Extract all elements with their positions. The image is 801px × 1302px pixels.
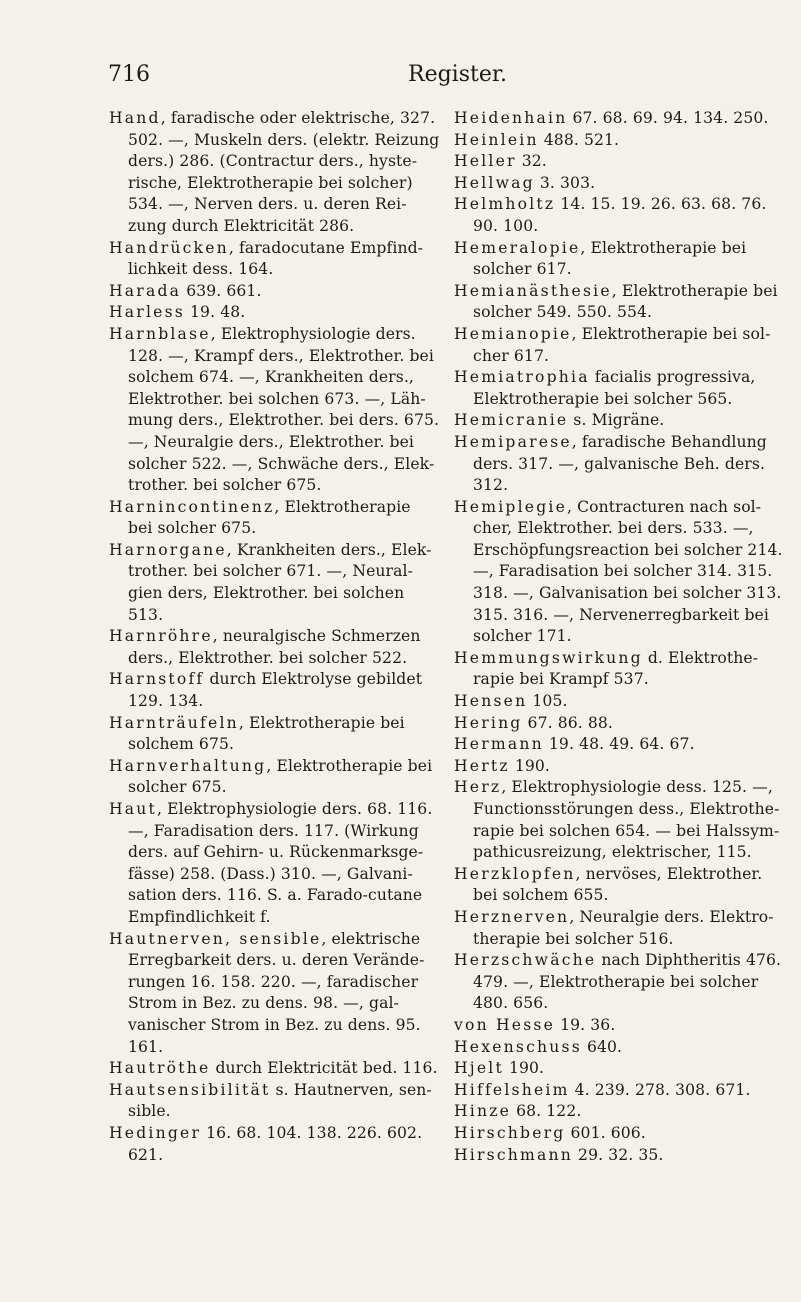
entry-continuation-line: ders. 317. —, galvanische Beh. ders.	[473, 454, 766, 473]
entry-term: Herz	[454, 778, 502, 797]
index-entry	[454, 1015, 786, 1037]
entry-term: Hautsensibilität	[109, 1080, 271, 1099]
entry-continuation-line: bei solcher 675.	[128, 519, 257, 538]
entry-continuation-line: Functionsstörungen dess., Elektrothe-	[473, 800, 780, 818]
entry-term: Hensen	[454, 692, 528, 711]
entry-text: , Elektrophysiologie dess. 125. —,	[501, 778, 773, 797]
entry-term: Hemianopie	[454, 324, 572, 343]
entry-text: , Elektrotherapie	[274, 497, 411, 516]
entry-first-line	[109, 302, 441, 324]
index-entry	[109, 799, 441, 929]
entry-term: Harnträufeln	[109, 713, 239, 732]
entry-text: , Neuralgie ders. Elektro-	[569, 907, 774, 926]
entry-continuation-line: Elektrotherapie bei solcher 565.	[473, 389, 733, 408]
entry-first-line	[454, 864, 786, 886]
index-entry	[109, 108, 441, 238]
entry-first-line	[454, 108, 786, 130]
entry-continuation-line: 128. —, Krampf ders., Elektrother. bei	[128, 346, 434, 365]
entry-continuation-line: 90. 100.	[473, 216, 539, 235]
entry-term: Hirschberg	[454, 1123, 566, 1142]
entry-term: Herzschwäche	[454, 951, 597, 970]
entry-text: , nervöses, Elektrother.	[575, 864, 763, 883]
index-entry	[109, 497, 441, 540]
entry-text: 4. 239. 278. 308. 671.	[569, 1080, 751, 1099]
entry-first-line	[109, 756, 441, 778]
entry-term: Hering	[454, 713, 523, 732]
entry-text: 190.	[503, 1059, 545, 1078]
entry-text: 29. 32. 35.	[573, 1145, 664, 1164]
entry-term: Hexenschuss	[454, 1037, 582, 1056]
entry-continuation-line: rungen 16. 158. 220. —, faradischer	[128, 972, 419, 991]
index-entry	[454, 324, 786, 367]
entry-first-line	[109, 1080, 441, 1102]
index-entry	[109, 756, 441, 799]
index-entry	[454, 864, 786, 907]
index-column-right	[454, 108, 786, 1166]
entry-term: Hertz	[454, 756, 510, 775]
entry-first-line	[454, 691, 786, 713]
entry-term: Harnorgane	[109, 540, 227, 559]
index-entry	[454, 432, 786, 497]
entry-first-line	[454, 1058, 786, 1080]
entry-continuation-line: cher, Elektrother. bei ders. 533. —,	[473, 519, 754, 538]
entry-text: facialis progressiva,	[589, 368, 756, 387]
index-entry	[109, 540, 441, 626]
entry-first-line	[454, 173, 786, 195]
entry-continuation-line: rische, Elektrotherapie bei solcher)	[128, 173, 413, 192]
entry-term: Hand	[109, 109, 161, 127]
index-entry	[454, 777, 786, 863]
entry-first-line	[454, 1037, 786, 1059]
entry-first-line	[454, 1015, 786, 1037]
entry-text: 190.	[509, 756, 550, 775]
entry-term: Harada	[109, 281, 182, 300]
entry-continuation-line: —, Neuralgie ders., Elektrother. bei	[128, 432, 414, 451]
entry-continuation-line: Elektrother. bei solchen 673. —, Läh-	[128, 389, 426, 408]
index-entry	[109, 238, 441, 281]
entry-first-line	[454, 713, 786, 735]
entry-text: s. Migräne.	[568, 411, 665, 430]
entry-term: Hermann	[454, 735, 544, 754]
entry-continuation-line: trother. bei solcher 675.	[128, 476, 322, 495]
entry-term: Hemianästhesie	[454, 281, 612, 300]
entry-term: Haut	[109, 800, 158, 818]
entry-text: d. Elektrothe-	[642, 648, 759, 667]
entry-first-line	[454, 130, 786, 152]
entry-first-line	[454, 734, 786, 756]
page-number: 716	[108, 62, 150, 87]
entry-term: Hedinger	[109, 1123, 202, 1142]
entry-text: 601. 606.	[565, 1123, 646, 1142]
index-entry	[454, 194, 786, 237]
entry-continuation-line: trother. bei solcher 671. —, Neural-	[128, 562, 413, 581]
index-entry	[454, 907, 786, 950]
entry-text: , elektrische	[321, 929, 421, 948]
entry-term: Hemmungswirkung	[454, 648, 643, 667]
index-entry	[454, 756, 786, 778]
entry-text: , Elektrotherapie bei	[580, 238, 747, 257]
index-entry	[454, 713, 786, 735]
entry-first-line	[454, 367, 786, 389]
entry-text: 19. 36.	[555, 1015, 616, 1034]
entry-continuation-line: 479. —, Elektrotherapie bei solcher	[473, 972, 759, 991]
entry-term: Hjelt	[454, 1059, 504, 1078]
entry-text: 640.	[581, 1037, 623, 1056]
entry-first-line	[454, 432, 786, 454]
entry-continuation-line: 318. —, Galvanisation bei solcher 313.	[473, 584, 782, 603]
entry-text: , Elektrotherapie bei	[611, 281, 778, 300]
index-entry	[109, 929, 441, 1059]
entry-text: , Elektrotherapie bei	[266, 756, 433, 775]
entry-text: , Elektrotherapie bei sol-	[571, 324, 771, 343]
entry-first-line	[454, 907, 786, 929]
entry-first-line	[454, 950, 786, 972]
entry-continuation-line: therapie bei solcher 516.	[473, 929, 674, 948]
entry-term: Hemiatrophia	[454, 368, 590, 387]
entry-first-line	[109, 108, 441, 130]
entry-text: 488. 521.	[538, 130, 620, 149]
page-header	[0, 62, 801, 92]
entry-text: 105.	[527, 692, 568, 711]
entry-text: durch Elektricität bed. 116.	[210, 1059, 438, 1078]
entry-term: Heinlein	[454, 130, 539, 149]
entry-continuation-line: 312.	[473, 476, 509, 495]
entry-continuation-line: 534. —, Nerven ders. u. deren Rei-	[128, 195, 407, 214]
entry-text: , faradische Behandlung	[571, 432, 767, 451]
entry-text: , Contracturen nach sol-	[567, 497, 762, 516]
index-entry	[454, 238, 786, 281]
entry-term: von Hesse	[454, 1015, 556, 1034]
entry-first-line	[454, 194, 786, 216]
entry-text: , neuralgische Schmerzen	[212, 627, 421, 646]
entry-continuation-line: Strom in Bez. zu dens. 98. —, gal-	[128, 994, 399, 1013]
entry-term: Hirschmann	[454, 1145, 573, 1164]
entry-term: Harnblase	[109, 324, 211, 343]
entry-text: 639. 661.	[181, 281, 262, 300]
entry-continuation-line: 480. 656.	[473, 994, 549, 1013]
index-entry	[454, 151, 786, 173]
entry-text: , Elektrophysiologie ders. 68. 116.	[157, 800, 433, 818]
entry-term: Heller	[454, 152, 517, 171]
index-column-left	[109, 108, 441, 1166]
entry-text: 68. 122.	[511, 1102, 582, 1121]
entry-continuation-line: 621.	[128, 1145, 164, 1164]
entry-first-line	[454, 1145, 786, 1167]
entry-text: 67. 68. 69. 94. 134. 250.	[567, 109, 769, 127]
index-entry	[109, 669, 441, 712]
entry-continuation-line: solcher 522. —, Schwäche ders., Elek-	[128, 454, 435, 473]
entry-continuation-line: solcher 171.	[473, 627, 572, 646]
entry-continuation-line: —, Faradisation bei solcher 314. 315.	[473, 562, 773, 581]
entry-continuation-line: pathicusreizung, elektrischer, 115.	[473, 843, 752, 862]
index-entry	[454, 281, 786, 324]
index-entry	[454, 950, 786, 1015]
entry-text: s. Hautnerven, sen-	[270, 1080, 432, 1099]
index-entry	[454, 173, 786, 195]
entry-term: Hinze	[454, 1102, 512, 1121]
entry-first-line	[454, 1080, 786, 1102]
entry-continuation-line: sation ders. 116. S. a. Farado-cutane	[128, 886, 423, 905]
entry-term: Herzklopfen	[454, 864, 576, 883]
index-entry	[109, 626, 441, 669]
entry-first-line	[109, 626, 441, 648]
index-entry	[454, 367, 786, 410]
entry-first-line	[109, 929, 441, 951]
entry-text: , faradische oder elektrische, 327.	[160, 109, 436, 127]
entry-continuation-line: rapie bei Krampf 537.	[473, 670, 649, 689]
entry-continuation-line: Erschöpfungsreaction bei solcher 214.	[473, 540, 783, 559]
entry-continuation-line: ders., Elektrother. bei solcher 522.	[128, 648, 408, 667]
index-entry	[109, 713, 441, 756]
entry-continuation-line: solchem 674. —, Krankheiten ders.,	[128, 368, 414, 387]
index-entry	[454, 410, 786, 432]
entry-continuation-line: 502. —, Muskeln ders. (elektr. Reizung	[128, 130, 440, 149]
entry-first-line	[454, 151, 786, 173]
entry-first-line	[454, 648, 786, 670]
entry-first-line	[109, 540, 441, 562]
entry-first-line	[454, 1101, 786, 1123]
entry-first-line	[109, 1058, 441, 1080]
entry-term: Hautnerven, sensible	[109, 929, 322, 948]
entry-term: Hellwag	[454, 173, 535, 192]
index-entry	[109, 281, 441, 303]
entry-continuation-line: gien ders, Elektrother. bei solchen	[128, 584, 405, 603]
index-entry	[109, 1123, 441, 1166]
entry-text: 14. 15. 19. 26. 63. 68. 76.	[555, 195, 767, 214]
entry-continuation-line: lichkeit dess. 164.	[128, 260, 274, 279]
index-entry	[454, 1145, 786, 1167]
index-entry	[454, 130, 786, 152]
index-entry	[454, 1123, 786, 1145]
entry-continuation-line: solcher 675.	[128, 778, 227, 797]
entry-continuation-line: zung durch Elektricität 286.	[128, 216, 355, 235]
entry-term: Harnincontinenz	[109, 497, 275, 516]
entry-term: Hautröthe	[109, 1059, 211, 1078]
entry-term: Harnröhre	[109, 627, 213, 646]
index-entry	[454, 648, 786, 691]
entry-first-line	[454, 324, 786, 346]
index-entry	[109, 1080, 441, 1123]
entry-first-line	[109, 324, 441, 346]
entry-continuation-line: ders. auf Gehirn- u. Rückenmarksge-	[128, 843, 424, 862]
entry-continuation-line: fässe) 258. (Dass.) 310. —, Galvani-	[128, 864, 413, 883]
entry-text: 19. 48. 49. 64. 67.	[543, 735, 695, 754]
entry-text: , Krankheiten ders., Elek-	[226, 540, 432, 559]
index-entry	[454, 497, 786, 648]
entry-first-line	[454, 497, 786, 519]
entry-first-line	[109, 281, 441, 303]
entry-text: , Elektrotherapie bei	[238, 713, 405, 732]
entry-first-line	[454, 238, 786, 260]
entry-continuation-line: bei solchem 655.	[473, 886, 609, 905]
entry-continuation-line: rapie bei solchen 654. — bei Halssym-	[473, 821, 780, 840]
entry-first-line	[454, 1123, 786, 1145]
entry-continuation-line: 513.	[128, 605, 164, 624]
entry-text: nach Diphtheritis 476.	[596, 951, 782, 970]
entry-term: Harnverhaltung	[109, 756, 267, 775]
entry-first-line	[109, 713, 441, 735]
entry-continuation-line: cher 617.	[473, 346, 550, 365]
running-head: Register.	[408, 62, 507, 87]
entry-first-line	[454, 281, 786, 303]
entry-term: Hemicranie	[454, 411, 569, 430]
entry-first-line	[454, 756, 786, 778]
entry-text: durch Elektrolyse gebildet	[204, 670, 423, 689]
entry-continuation-line: vanischer Strom in Bez. zu dens. 95.	[128, 1015, 421, 1034]
entry-continuation-line: Erregbarkeit ders. u. deren Verände-	[128, 951, 425, 970]
entry-text: 3. 303.	[534, 173, 596, 192]
entry-continuation-line: solcher 549. 550. 554.	[473, 303, 653, 322]
entry-first-line	[109, 669, 441, 691]
index-entry	[454, 1101, 786, 1123]
index-entry	[109, 1058, 441, 1080]
index-entry	[109, 302, 441, 324]
index-entry	[454, 691, 786, 713]
entry-term: Herznerven	[454, 907, 570, 926]
index-entry	[454, 108, 786, 130]
entry-text: 16. 68. 104. 138. 226. 602.	[201, 1123, 423, 1142]
entry-continuation-line: 315. 316. —, Nervenerregbarkeit bei	[473, 605, 769, 624]
index-entry	[454, 1058, 786, 1080]
index-entry	[454, 734, 786, 756]
entry-term: Helmholtz	[454, 195, 556, 214]
entry-term: Hemiplegie	[454, 497, 567, 516]
entry-first-line	[109, 497, 441, 519]
entry-text: 67. 86. 88.	[522, 713, 613, 732]
entry-term: Hiffelsheim	[454, 1080, 570, 1099]
entry-continuation-line: —, Faradisation ders. 117. (Wirkung	[128, 821, 419, 840]
entry-first-line	[109, 238, 441, 260]
entry-term: Hemiparese	[454, 432, 572, 451]
entry-continuation-line: 129. 134.	[128, 692, 204, 711]
entry-term: Harnstoff	[109, 670, 205, 689]
index-entry	[109, 324, 441, 497]
entry-continuation-line: solcher 617.	[473, 260, 572, 279]
entry-term: Handrücken	[109, 238, 229, 257]
entry-continuation-line: 161.	[128, 1037, 164, 1056]
index-entry	[454, 1080, 786, 1102]
entry-first-line	[454, 777, 786, 799]
entry-text: 19. 48.	[184, 303, 246, 322]
entry-text: 32.	[516, 152, 547, 171]
entry-text: , faradocutane Empfind-	[228, 238, 424, 257]
entry-first-line	[109, 799, 441, 821]
entry-continuation-line: mung ders., Elektrother. bei ders. 675.	[128, 411, 440, 430]
entry-term: Hemeralopie	[454, 238, 581, 257]
index-entry	[454, 1037, 786, 1059]
entry-first-line	[109, 1123, 441, 1145]
entry-term: Harless	[109, 303, 185, 322]
entry-continuation-line: Empfindlichkeit f.	[128, 907, 271, 926]
entry-continuation-line: solchem 675.	[128, 735, 235, 754]
entry-continuation-line: ders.) 286. (Contractur ders., hyste-	[128, 152, 418, 171]
entry-first-line	[454, 410, 786, 432]
entry-continuation-line: sible.	[128, 1102, 171, 1121]
entry-term: Heidenhain	[454, 109, 568, 127]
entry-text: , Elektrophysiologie ders.	[210, 324, 416, 343]
